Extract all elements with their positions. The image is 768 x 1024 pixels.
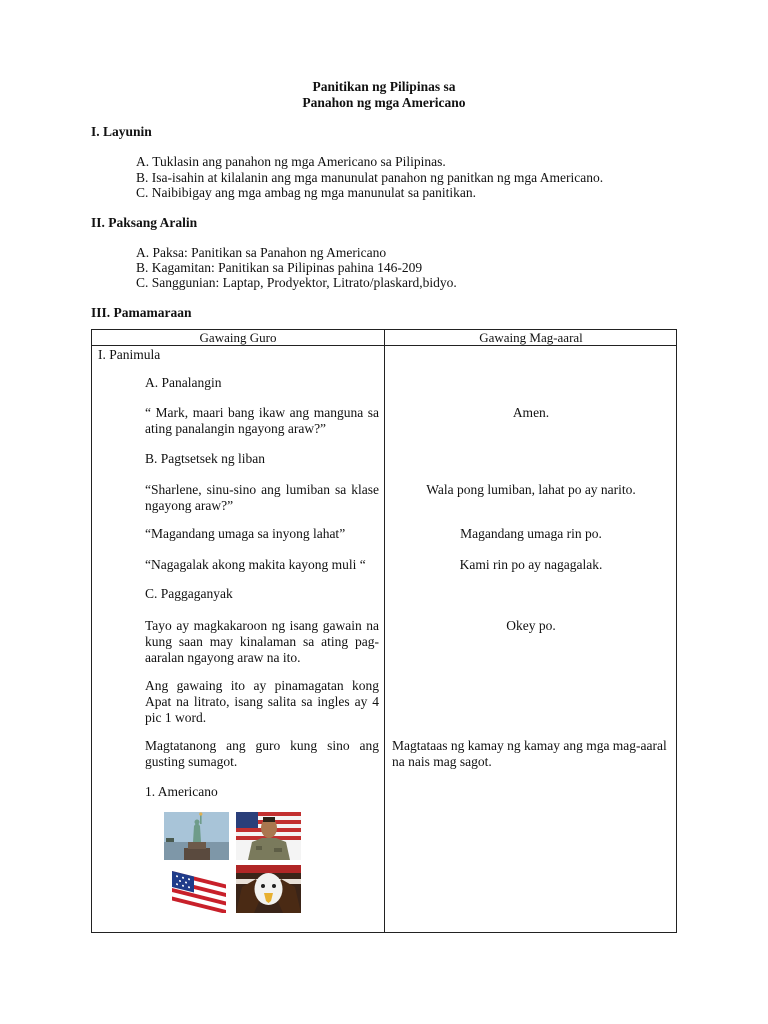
ang-gawaing-text: Ang gawaing ito ay pinamagatan kong Apat na litrato, isang salita sa ingles ay 4 pic 1 word. (145, 678, 379, 725)
panalangin-quote: “ Mark, maari bang ikaw ang manguna sa ating panalangin ngayong araw?” (145, 405, 379, 436)
header-gawaing-guro: Gawaing Guro (199, 330, 277, 345)
magtataas-response: Magtataas ng kamay ng kamay ang mga mag-aaral na nais mag sagot. (392, 738, 667, 769)
okey-response: Okey po. (506, 618, 556, 633)
soldier-image (236, 812, 301, 860)
magandang-quote: “Magandang umaga sa inyong lahat” (145, 526, 346, 541)
header-divider (92, 345, 676, 346)
lesson-table (91, 329, 677, 933)
pagtsetsek: B. Pagtsetsek ng liban (145, 451, 265, 466)
american-flag-image (164, 865, 229, 913)
header-gawaing-mag-aaral: Gawaing Mag-aaral (479, 330, 583, 345)
paggaganyak: C. Paggaganyak (145, 586, 233, 601)
magtatanong-text: Magtatanong ang guro kung sino ang gusting sumagot. (145, 738, 379, 769)
layunin-item-b: B. Isa-isahin at kilalanin ang mga manunulat panahon ng panitkan ng mga Americano. (136, 170, 604, 185)
wala-response: Wala pong lumiban, lahat po ay narito. (426, 482, 636, 497)
magandang-response: Magandang umaga rin po. (460, 526, 602, 541)
paksa-item-a: A. Paksa: Panitikan sa Panahon ng Americano (136, 245, 387, 260)
layunin-item-c: C. Naibibigay ang mga ambag ng mga manunulat sa panitikan. (136, 185, 477, 200)
statue-of-liberty-image (164, 812, 229, 860)
paksa-item-c: C. Sanggunian: Laptap, Prodyektor, Litrato/plaskard,bidyo. (136, 275, 457, 290)
amen-response: Amen. (512, 405, 550, 420)
title-line-1: Panitikan ng Pilipinas sa (312, 79, 456, 94)
americano-item: 1. Americano (145, 784, 218, 799)
section-paksang-aralin: II. Paksang Aralin (91, 215, 198, 230)
title-line-2: Panahon ng mga Americano (302, 95, 466, 110)
tayo-text: Tayo ay magkakaroon ng isang gawain na kung saan may kinalaman sa ating pag-aaralan ngayong araw na ito. (145, 618, 379, 665)
section-pamamaraan: III. Pamamaraan (91, 305, 192, 320)
sharlene-quote: “Sharlene, sinu-sino ang lumiban sa klase ngayong araw?” (145, 482, 379, 513)
nagagalak-response: Kami rin po ay nagagalak. (459, 557, 603, 572)
panalangin: A. Panalangin (145, 375, 222, 390)
paksa-item-b: B. Kagamitan: Panitikan sa Pilipinas pahina 146-209 (136, 260, 423, 275)
bald-eagle-image (236, 865, 301, 913)
nagagalak-quote: “Nagagalak akong makita kayong muli “ (145, 557, 366, 572)
section-layunin: I. Layunin (91, 124, 152, 139)
panimula: I. Panimula (98, 347, 161, 362)
layunin-item-a: A. Tuklasin ang panahon ng mga Americano sa Pilipinas. (136, 154, 446, 169)
